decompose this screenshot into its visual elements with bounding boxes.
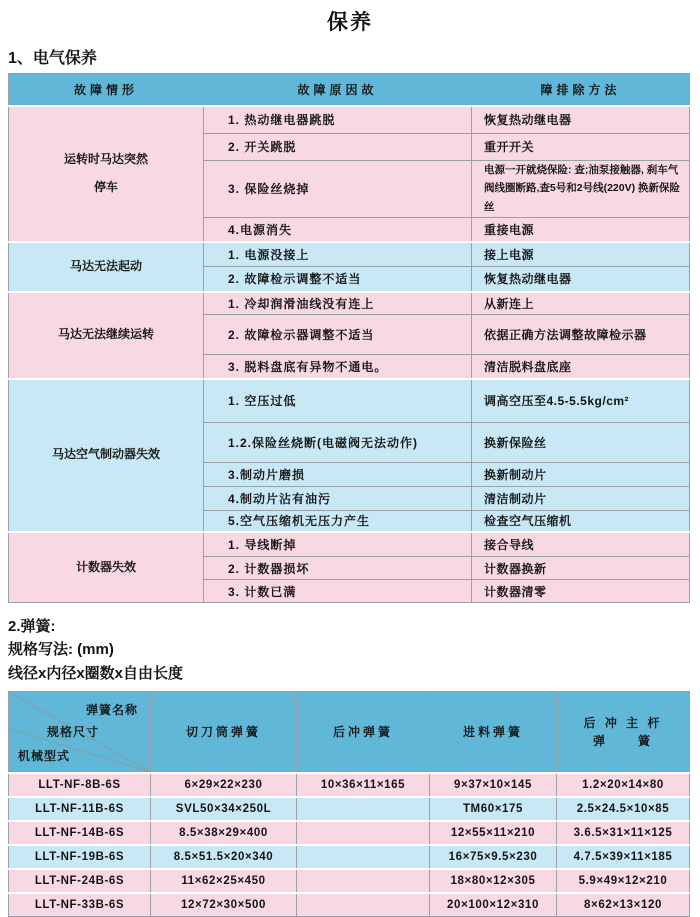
- spring-value-cell: [297, 797, 430, 821]
- fault-table-body: [9, 106, 690, 603]
- spring-model-cell: LLT-NF-33B-6S: [9, 893, 151, 917]
- spring-model-cell: LLT-NF-14B-6S: [9, 821, 151, 845]
- fault-remedy-cell: 检查空气压缩机: [472, 511, 690, 532]
- fault-header-remedy: 障排除方法: [472, 74, 690, 107]
- fault-cause-cell: 2. 故障检示器调整不适当: [204, 315, 472, 355]
- fault-row: [9, 242, 690, 267]
- spring-header-feed: 进料弹簧: [430, 691, 557, 773]
- fault-condition-cell: [9, 242, 204, 292]
- fault-table: [8, 73, 690, 603]
- spring-value-cell: 12×55×11×210: [430, 821, 557, 845]
- spring-header-main-rod-line1: 后 冲 主 杆: [583, 715, 663, 730]
- spring-value-cell: 16×75×9.5×230: [430, 845, 557, 869]
- section1-heading: 1、电气保养: [8, 50, 97, 67]
- fault-condition-cell: [9, 532, 204, 603]
- fault-cause-cell: 2. 开关跳脱: [204, 133, 472, 160]
- fault-header-cause: 故障原因故: [204, 74, 472, 107]
- spring-model-cell: LLT-NF-19B-6S: [9, 845, 151, 869]
- fault-cause-cell: 1. 热动继电器跳脱: [204, 106, 472, 133]
- spring-value-cell: 2.5×24.5×10×85: [557, 797, 690, 821]
- fault-remedy-cell: 接上电源: [472, 242, 690, 267]
- spring-value-cell: 12×72×30×500: [151, 893, 297, 917]
- spring-table: [8, 691, 690, 917]
- fault-row: [9, 532, 690, 557]
- fault-remedy-cell: 调高空压至4.5-5.5kg/cm²: [472, 379, 690, 423]
- spring-value-cell: 4.7.5×39×11×185: [557, 845, 690, 869]
- corner-label-machine-type: 机械型式: [18, 748, 71, 763]
- spring-header-back-punch: 后冲弹簧: [297, 691, 430, 773]
- fault-condition-cell: [9, 106, 204, 242]
- fault-condition-line: 马达空气制动器失效: [51, 447, 160, 462]
- fault-cause-cell: 4.电源消失: [204, 218, 472, 242]
- spring-value-cell: 8.5×51.5×20×340: [151, 845, 297, 869]
- fault-header-condition: 故障情形: [9, 74, 204, 107]
- spring-value-cell: [297, 893, 430, 917]
- spring-value-cell: 6×29×22×230: [151, 773, 297, 797]
- fault-cause-cell: 1. 空压过低: [204, 379, 472, 423]
- fault-cause-cell: 3. 计数已满: [204, 580, 472, 603]
- fault-remedy-cell: 电源一开就烧保险: 查;油泵接触器, 刹车气阀线圈断路,查5号和2号线(220V) 换新保险丝: [472, 160, 690, 218]
- spring-value-cell: 1.2×20×14×80: [557, 773, 690, 797]
- spring-header-cutter-barrel: 切刀筒弹簧: [151, 691, 297, 773]
- spring-table-header-row: [9, 691, 690, 773]
- fault-cause-cell: 1. 冷却润滑油线没有连上: [204, 292, 472, 315]
- spring-value-cell: TM60×175: [430, 797, 557, 821]
- spring-row: [9, 797, 690, 821]
- fault-remedy-cell: 恢复热动继电器: [472, 106, 690, 133]
- spring-value-cell: SVL50×34×250L: [151, 797, 297, 821]
- fault-remedy-cell: 重接电源: [472, 218, 690, 242]
- spring-value-cell: [297, 869, 430, 893]
- spring-value-cell: 20×100×12×310: [430, 893, 557, 917]
- spring-header-back-punch-main-rod: [557, 691, 690, 773]
- spec-formula-line: 线径x内径x圈数x自由长度: [8, 665, 184, 683]
- corner-label-spring-name: 弹簧名称: [85, 702, 138, 717]
- fault-cause-cell: 3.制动片磨损: [204, 463, 472, 487]
- spring-corner-cell: [9, 691, 151, 773]
- fault-condition-line: 运转时马达突然: [63, 152, 148, 167]
- fault-remedy-cell: 恢复热动继电器: [472, 267, 690, 292]
- fault-cause-cell: 3. 保险丝烧掉: [204, 160, 472, 218]
- fault-cause-cell: 1.2.保险丝烧断(电磁阀无法动作): [204, 423, 472, 463]
- fault-remedy-cell: 换新制动片: [472, 463, 690, 487]
- fault-condition-line: 计数器失效: [75, 559, 136, 574]
- spring-model-cell: LLT-NF-11B-6S: [9, 797, 151, 821]
- fault-remedy-cell: 依据正确方法调整故障检示器: [472, 315, 690, 355]
- fault-cause-cell: 1. 导线断掉: [204, 532, 472, 557]
- spring-row: [9, 773, 690, 797]
- corner-label-spec-size: 规格尺寸: [47, 724, 100, 739]
- section2-heading: 2.弹簧:: [8, 618, 56, 636]
- fault-cause-cell: 2. 故障检示调整不适当: [204, 267, 472, 292]
- spring-row: [9, 821, 690, 845]
- fault-table-header-row: [9, 74, 690, 107]
- spring-value-cell: 18×80×12×305: [430, 869, 557, 893]
- fault-condition-cell: [9, 379, 204, 532]
- spring-model-cell: LLT-NF-24B-6S: [9, 869, 151, 893]
- fault-cause-cell: 3. 脱料盘底有异物不通电。: [204, 355, 472, 379]
- fault-condition-cell: [9, 292, 204, 379]
- fault-condition-line: 马达无法继续运转: [57, 327, 154, 342]
- spring-value-cell: [297, 845, 430, 869]
- spring-value-cell: [297, 821, 430, 845]
- page-title: 保养: [327, 11, 373, 34]
- fault-remedy-cell: 重开开关: [472, 133, 690, 160]
- spring-value-cell: 8×62×13×120: [557, 893, 690, 917]
- fault-cause-cell: 5.空气压缩机无压力产生: [204, 511, 472, 532]
- spring-value-cell: 5.9×49×12×210: [557, 869, 690, 893]
- fault-remedy-cell: 计数器换新: [472, 557, 690, 580]
- fault-cause-cell: 1. 电源没接上: [204, 242, 472, 267]
- fault-cause-cell: 4.制动片沾有油污: [204, 487, 472, 511]
- fault-remedy-cell: 从新连上: [472, 292, 690, 315]
- spring-table-body: [9, 773, 690, 917]
- fault-remedy-cell: 换新保险丝: [472, 423, 690, 463]
- fault-remedy-cell: 清洁脱料盘底座: [472, 355, 690, 379]
- spec-format-line: 规格写法: (mm): [8, 641, 114, 659]
- fault-row: [9, 379, 690, 423]
- spring-row: [9, 869, 690, 893]
- spring-value-cell: 10×36×11×165: [297, 773, 430, 797]
- spring-value-cell: 11×62×25×450: [151, 869, 297, 893]
- fault-cause-cell: 2. 计数器损坏: [204, 557, 472, 580]
- fault-remedy-cell: 接合导线: [472, 532, 690, 557]
- fault-row: [9, 106, 690, 133]
- fault-condition-line: 停车: [93, 179, 118, 194]
- spring-value-cell: 9×37×10×145: [430, 773, 557, 797]
- spring-header-main-rod-line2: 弹 簧: [592, 733, 653, 748]
- spring-value-cell: 3.6.5×31×11×125: [557, 821, 690, 845]
- spring-row: [9, 893, 690, 917]
- spring-value-cell: 8.5×38×29×400: [151, 821, 297, 845]
- fault-remedy-cell: 清洁制动片: [472, 487, 690, 511]
- fault-remedy-cell: 计数器清零: [472, 580, 690, 603]
- fault-row: [9, 292, 690, 315]
- spring-model-cell: LLT-NF-8B-6S: [9, 773, 151, 797]
- spring-row: [9, 845, 690, 869]
- fault-condition-line: 马达无法起动: [69, 258, 142, 273]
